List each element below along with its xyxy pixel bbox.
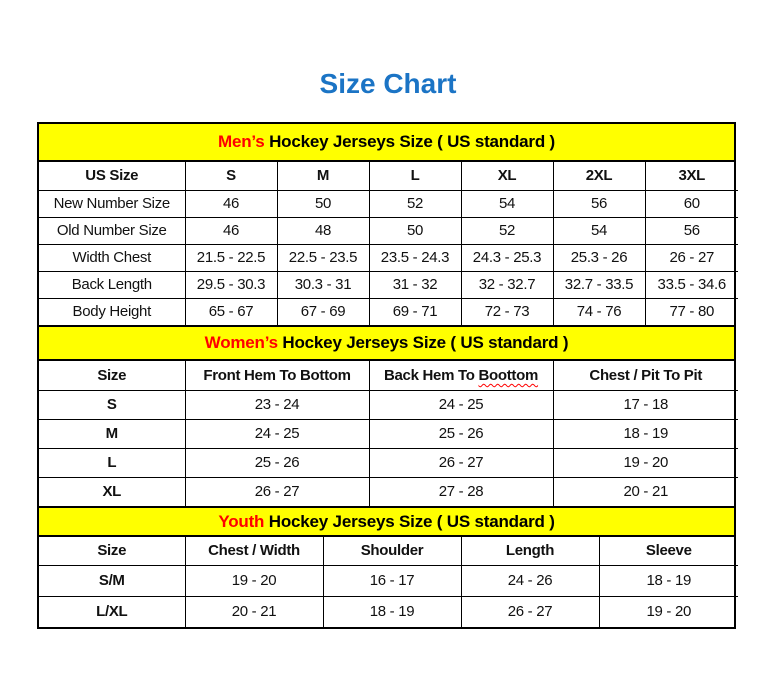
mens-header-row [39,162,738,190]
table-cell: 54 [553,217,645,244]
column-header: XL [461,162,553,190]
table-cell: 48 [277,217,369,244]
table-cell: 24 - 26 [461,565,599,596]
column-header: L [369,162,461,190]
table-cell: 18 - 19 [323,596,461,627]
table-cell: 56 [553,190,645,217]
table-row [39,298,738,325]
table-row [39,448,738,477]
mens-section-highlight: Men’s [218,132,265,151]
youth-section-header [39,506,734,537]
row-label: M [39,419,185,448]
table-cell: 77 - 80 [645,298,738,325]
table-row [39,244,738,271]
youth-size-table [39,537,738,627]
table-cell: 22.5 - 23.5 [277,244,369,271]
size-chart-container [37,122,736,629]
table-cell: 67 - 69 [277,298,369,325]
table-cell: 23 - 24 [185,390,369,419]
table-cell: 26 - 27 [185,477,369,506]
table-cell: 54 [461,190,553,217]
table-cell: 60 [645,190,738,217]
column-header: Size [39,361,185,390]
table-cell: 69 - 71 [369,298,461,325]
header-text: Back Hem To [383,366,479,384]
table-cell: 18 - 19 [599,565,738,596]
table-cell: 17 - 18 [553,390,738,419]
table-cell: 26 - 27 [645,244,738,271]
page-title: Size Chart [319,68,457,99]
table-cell: 56 [645,217,738,244]
womens-header-row [39,361,738,390]
table-row [39,565,738,596]
row-label: Body Height [39,298,185,325]
row-label: S/M [39,565,185,596]
mens-size-table [39,162,738,325]
row-label: L [39,448,185,477]
table-cell: 31 - 32 [369,271,461,298]
table-cell: 27 - 28 [369,477,553,506]
table-cell: 72 - 73 [461,298,553,325]
table-row [39,217,738,244]
table-row [39,271,738,298]
table-cell: 46 [185,190,277,217]
column-header: M [277,162,369,190]
table-cell: 19 - 20 [599,596,738,627]
row-label: New Number Size [39,190,185,217]
table-cell: 74 - 76 [553,298,645,325]
table-row [39,419,738,448]
table-cell: 24 - 25 [185,419,369,448]
column-header: Chest / Width [185,537,323,565]
column-header: Length [461,537,599,565]
table-row [39,596,738,627]
mens-section-title-text: Hockey Jerseys Size ( US standard ) [264,132,555,151]
table-cell: 33.5 - 34.6 [645,271,738,298]
mens-section-header [39,124,734,162]
table-cell: 16 - 17 [323,565,461,596]
table-cell: 29.5 - 30.3 [185,271,277,298]
row-label: XL [39,477,185,506]
row-label: Old Number Size [39,217,185,244]
column-header-misspelled [369,361,553,390]
column-header: Chest / Pit To Pit [553,361,738,390]
womens-size-table [39,361,738,506]
column-header: Front Hem To Bottom [185,361,369,390]
column-header: S [185,162,277,190]
table-cell: 65 - 67 [185,298,277,325]
table-cell: 19 - 20 [553,448,738,477]
table-cell: 25 - 26 [369,419,553,448]
table-cell: 25.3 - 26 [553,244,645,271]
table-cell: 24.3 - 25.3 [461,244,553,271]
table-cell: 24 - 25 [369,390,553,419]
table-cell: 23.5 - 24.3 [369,244,461,271]
column-header: 3XL [645,162,738,190]
table-row [39,390,738,419]
table-cell: 46 [185,217,277,244]
womens-section-title-text: Hockey Jerseys Size ( US standard ) [277,333,569,352]
column-header: Shoulder [323,537,461,565]
column-header: 2XL [553,162,645,190]
womens-section-header [39,325,734,361]
table-cell: 52 [369,190,461,217]
table-cell: 26 - 27 [461,596,599,627]
column-header: Size [39,537,185,565]
row-label: L/XL [39,596,185,627]
womens-section-highlight: Women’s [204,333,278,352]
table-cell: 21.5 - 22.5 [185,244,277,271]
table-cell: 30.3 - 31 [277,271,369,298]
table-cell: 20 - 21 [553,477,738,506]
table-cell: 32.7 - 33.5 [553,271,645,298]
table-cell: 50 [277,190,369,217]
column-header: Sleeve [599,537,738,565]
youth-section-title-text: Hockey Jerseys Size ( US standard ) [264,511,555,531]
table-cell: 19 - 20 [185,565,323,596]
youth-header-row [39,537,738,565]
table-cell: 26 - 27 [369,448,553,477]
table-cell: 20 - 21 [185,596,323,627]
table-cell: 32 - 32.7 [461,271,553,298]
table-row [39,190,738,217]
row-label: S [39,390,185,419]
table-cell: 18 - 19 [553,419,738,448]
table-cell: 25 - 26 [185,448,369,477]
table-row [39,477,738,506]
table-cell: 50 [369,217,461,244]
youth-section-highlight: Youth [218,511,265,531]
table-cell: 52 [461,217,553,244]
spellcheck-underlined-word: Boottom [478,366,539,384]
row-label: Width Chest [39,244,185,271]
column-header: US Size [39,162,185,190]
row-label: Back Length [39,271,185,298]
